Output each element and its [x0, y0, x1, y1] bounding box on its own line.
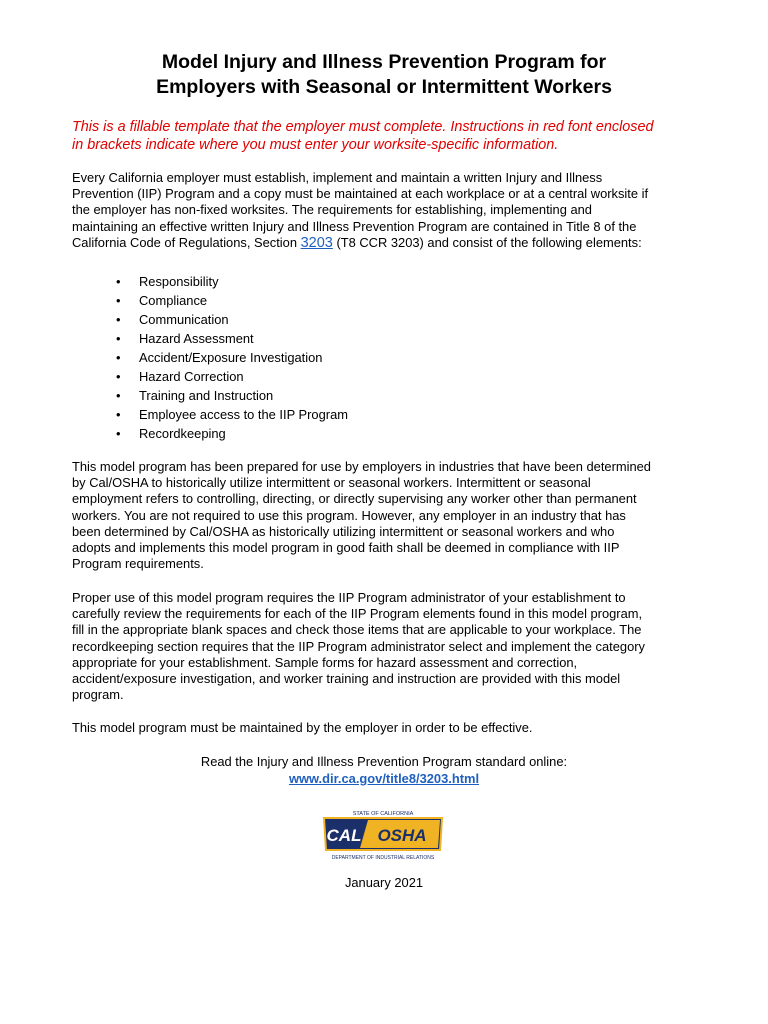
para3-line-6: accident/exposure investigation, and worker training and instruction are provided with this model — [72, 671, 621, 687]
list-item-label: Hazard Assessment — [139, 331, 254, 346]
intro-line-3: the employer has non-fixed worksites. The requirements for establishing, implementing and — [72, 202, 592, 218]
list-item — [72, 424, 348, 443]
cal-osha-logo — [316, 806, 450, 866]
list-item — [72, 405, 348, 424]
para3-line-5: appropriate for your establishment. Sample forms for hazard assessment and correction, — [72, 654, 578, 670]
list-item — [72, 291, 348, 310]
bullet-icon: • — [116, 369, 121, 384]
note-line-2: in brackets indicate where you must enter your worksite-specific information. — [72, 136, 559, 153]
proper-use-paragraph — [72, 590, 712, 703]
logo-osha-word: OSHA — [377, 826, 427, 845]
list-item-label: Responsibility — [139, 274, 219, 289]
para3-line-7: program. — [72, 687, 124, 703]
intro-line-2: Prevention (IIP) Program and a copy must be maintained at each workplace or at a central worksite if — [72, 186, 649, 202]
list-item-label: Recordkeeping — [139, 426, 226, 441]
para3-line-4: recordkeeping section requires that the IIP Program administrator select and implement the category — [72, 638, 645, 654]
publication-date: January 2021 — [344, 875, 424, 890]
intro-line-5-start: California Code of Regulations, Section — [72, 234, 301, 250]
para2-line-4: workers. You are not required to use this program. However, any employer in an industry that has — [72, 507, 626, 523]
list-item — [72, 348, 348, 367]
intro-line-1: Every California employer must establish, implement and maintain a written Injury and Illness — [72, 170, 603, 185]
para3-line-1: Proper use of this model program requires the IIP Program administrator of your establishment to — [72, 590, 626, 605]
para2-line-3: employment refers to controlling, directing, or directly supervising any worker other than permanent — [72, 491, 637, 507]
standard-url-line — [0, 771, 768, 786]
list-item-label: Communication — [139, 312, 229, 327]
list-item-label: Training and Instruction — [139, 388, 274, 403]
para2-line-1: This model program has been prepared for use by employers in industries that have been determined — [72, 459, 651, 474]
bullet-icon: • — [116, 350, 121, 365]
read-online-text: Read the Injury and Illness Prevention Program standard online: — [200, 754, 568, 769]
para4-line: This model program must be maintained by the employer in order to be effective. — [72, 720, 533, 735]
para2-line-5: been determined by Cal/OSHA as historically utilizing intermittent or seasonal workers and who — [72, 523, 615, 539]
maintenance-paragraph — [72, 720, 712, 736]
bullet-icon: • — [116, 293, 121, 308]
list-item-label: Accident/Exposure Investigation — [139, 350, 323, 365]
list-item — [72, 386, 348, 405]
bullet-icon: • — [116, 426, 121, 441]
logo-bottom-text: DEPARTMENT OF INDUSTRIAL RELATIONS — [331, 855, 435, 861]
program-elements-list — [72, 272, 348, 443]
intro-line-4: maintaining an effective written Injury and Illness Prevention Program are contained in Title 8 of the — [72, 218, 637, 234]
model-program-paragraph — [72, 459, 712, 572]
list-item — [72, 367, 348, 386]
list-item — [72, 310, 348, 329]
intro-paragraph — [72, 170, 712, 251]
list-item-label: Hazard Correction — [139, 369, 244, 384]
logo-top-text: STATE OF CALIFORNIA — [352, 811, 414, 817]
list-item-label: Employee access to the IIP Program — [139, 407, 348, 422]
title-line-2: Employers with Seasonal or Intermittent Workers — [156, 76, 612, 98]
note-line-1: This is a fillable template that the employer must complete. Instructions in red font enclosed — [72, 119, 654, 135]
intro-line-5-end: (T8 CCR 3203) and consist of the following elements: — [332, 234, 642, 250]
para2-line-6: adopts and implements this model program in good faith shall be deemed in compliance with IIP — [72, 540, 620, 556]
para2-line-2: by Cal/OSHA to historically utilize intermittent or seasonal workers. Intermittent or seasonal — [72, 475, 591, 491]
standard-url-link[interactable]: www.dir.ca.gov/title8/3203.html — [288, 771, 480, 786]
title-line-1: Model Injury and Illness Prevention Program for — [161, 51, 607, 73]
list-item-label: Compliance — [139, 293, 208, 308]
logo-cal-word: CAL — [326, 826, 362, 845]
bullet-icon: • — [116, 274, 121, 289]
intro-line-5 — [72, 235, 712, 251]
fillable-template-note — [72, 119, 712, 154]
bullet-icon: • — [116, 312, 121, 327]
section-3203-link[interactable]: 3203 — [300, 234, 333, 251]
bullet-icon: • — [116, 407, 121, 422]
para2-line-7: Program requirements. — [72, 556, 204, 572]
document-title — [60, 50, 708, 100]
bullet-icon: • — [116, 388, 121, 403]
para3-line-3: fill in the appropriate blank spaces and check those items that are applicable to your workplace. The — [72, 622, 642, 638]
list-item — [72, 272, 348, 291]
list-item — [72, 329, 348, 348]
para3-line-2: carefully review the requirements for each of the IIP Program elements found in this model program, — [72, 606, 643, 622]
bullet-icon: • — [116, 331, 121, 346]
